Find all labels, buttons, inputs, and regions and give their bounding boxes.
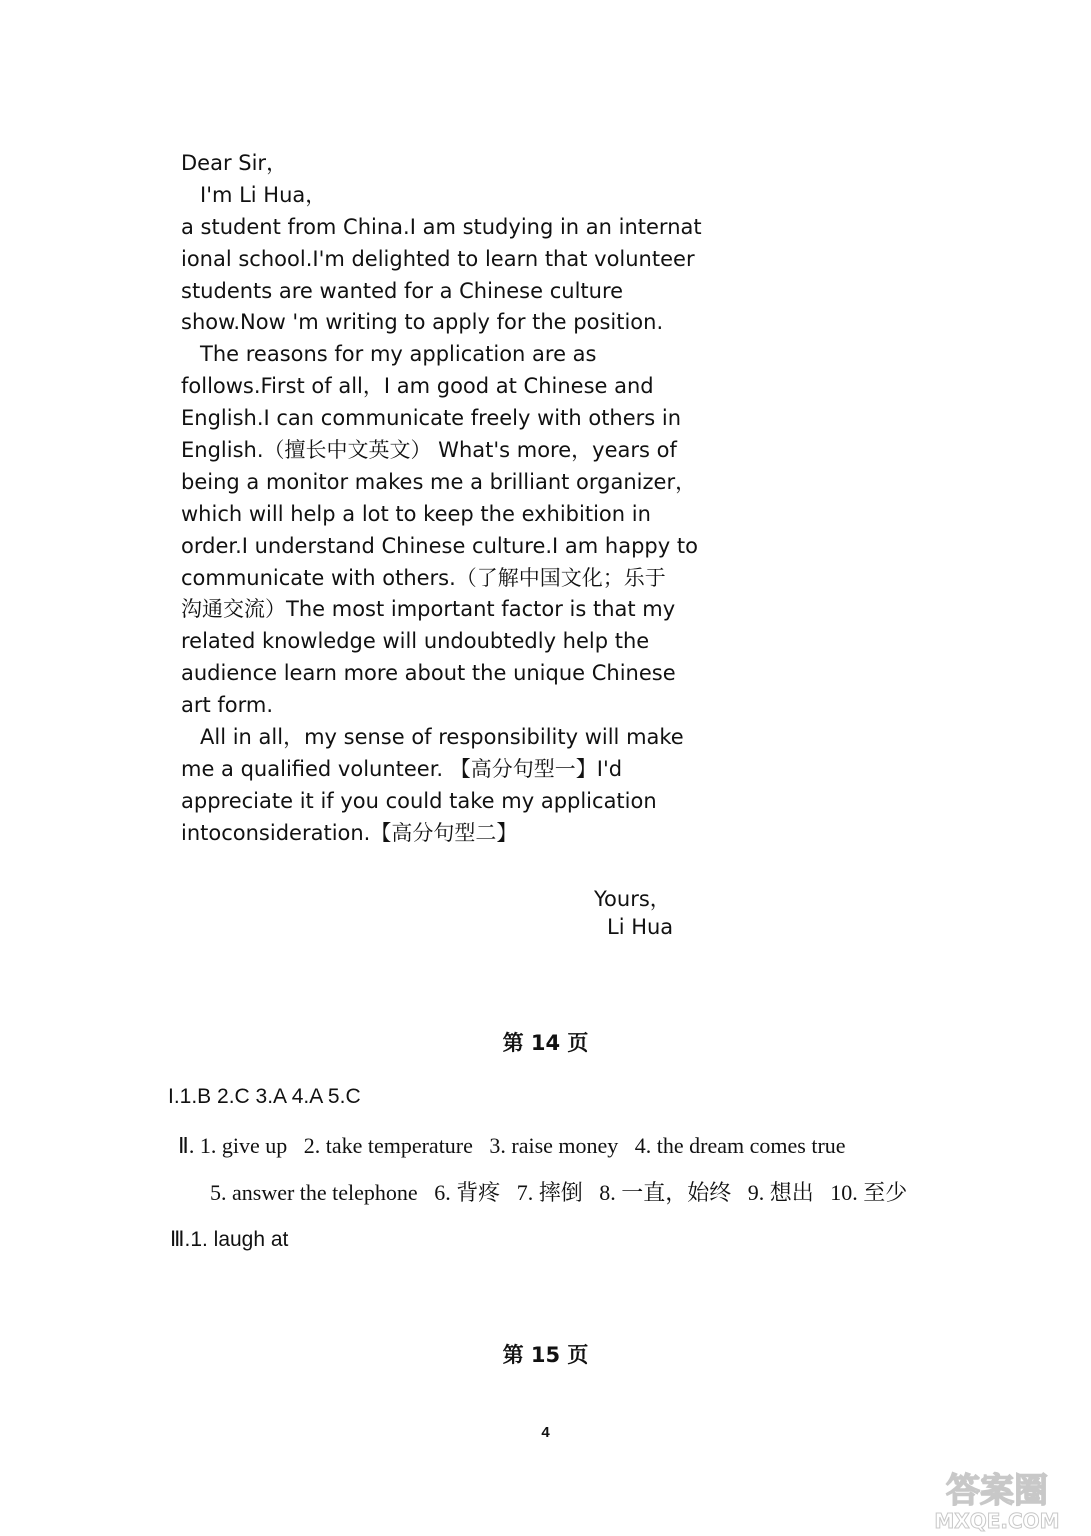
answer-line-part-3: Ⅲ.1. laugh at: [170, 1228, 289, 1251]
letter-line: English.（擅长中文英文） What's more，years of: [181, 438, 677, 463]
answer-line-part-2-continued: 5. answer the telephone 6. 背疼 7. 摔倒 8. 一直，始终 9. 想出 10. 至少: [210, 1180, 908, 1205]
letter-line: show.Now 'm writing to apply for the position.: [181, 310, 664, 335]
letter-line: which will help a lot to keep the exhibition in: [181, 501, 651, 526]
letter-line: follows.First of all，I am good at Chinese and: [181, 374, 654, 399]
letter-line: All in all，my sense of responsibility will make: [200, 725, 684, 750]
letter-line: related knowledge will undoubtedly help the: [181, 629, 650, 654]
letter-line: being a monitor makes me a brilliant organizer，: [181, 469, 697, 494]
watermark-logo: [908, 1470, 1086, 1532]
letter-line: students are wanted for a Chinese culture: [181, 278, 624, 303]
letter-closing: Yours，: [594, 887, 671, 911]
watermark-text: 答案圈: [946, 1471, 1048, 1511]
letter-line: art form.: [181, 693, 274, 718]
letter-body: [181, 148, 702, 850]
page-number: 4: [541, 1424, 550, 1441]
letter-line: I'm Li Hua，: [200, 182, 327, 207]
letter-line: a student from China.I am studying in an internat: [181, 214, 702, 239]
watermark-url: MXQE.COM: [934, 1509, 1060, 1532]
letter-line: The reasons for my application are as: [200, 342, 597, 367]
letter-line: ional school.I'm delighted to learn that volunteer: [181, 246, 695, 271]
letter-signature: Li Hua: [607, 915, 674, 939]
letter-line: English.I can communicate freely with others in: [181, 406, 682, 431]
section-heading-page-15: 第 15 页: [502, 1343, 589, 1367]
letter-line: communicate with others.（了解中国文化；乐于: [181, 565, 666, 590]
letter-line: appreciate it if you could take my application: [181, 788, 657, 813]
answer-line-part-1: I.1.B 2.C 3.A 4.A 5.C: [168, 1085, 361, 1108]
letter-line: Dear Sir，: [181, 151, 288, 175]
letter-line: audience learn more about the unique Chinese: [181, 661, 676, 686]
letter-line: 沟通交流）The most important factor is that my: [181, 597, 676, 622]
section-heading-page-14: 第 14 页: [502, 1031, 589, 1055]
letter-line: intoconsideration.【高分句型二】: [181, 820, 518, 845]
answer-line-part-2: Ⅱ. 1. give up 2. take temperature 3. raise money 4. the dream comes true: [178, 1133, 846, 1158]
letter-line: order.I understand Chinese culture.I am happy to: [181, 533, 698, 558]
letter-line: me a qualified volunteer. 【高分句型一】I'd: [181, 756, 623, 781]
